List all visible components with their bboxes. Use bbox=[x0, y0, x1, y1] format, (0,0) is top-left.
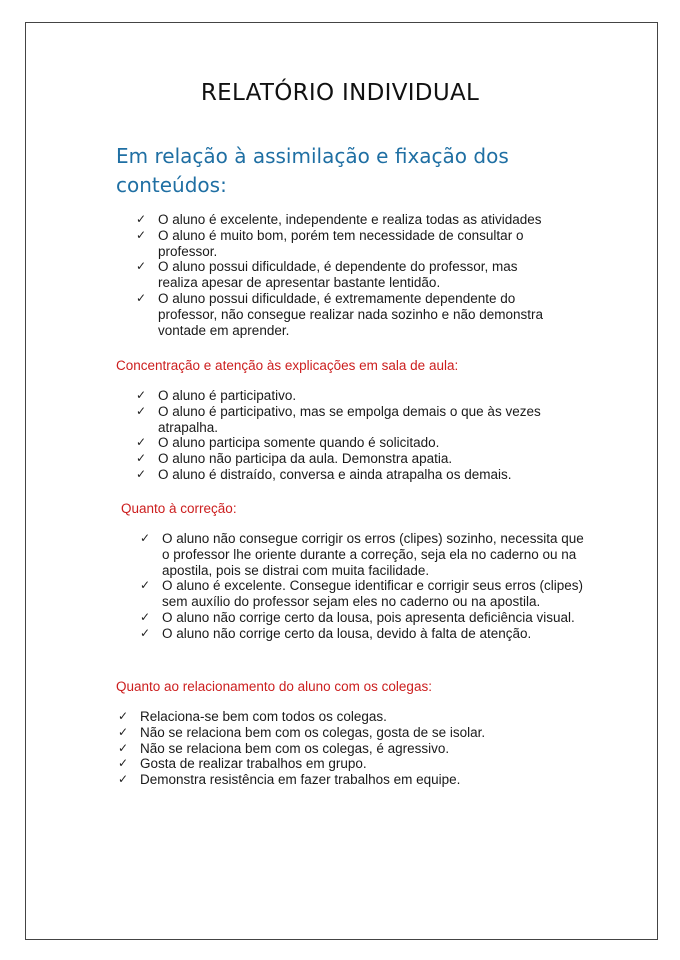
section-heading-concentration: Concentração e atenção às explicações em sala de aula: bbox=[116, 358, 459, 373]
list-item-text: Demonstra resistência em fazer trabalhos em equipe. bbox=[140, 772, 461, 788]
check-icon: ✓ bbox=[136, 403, 147, 418]
list-item-text: O aluno possui dificuldade, é extremamente dependente do professor, não consegue realizar nada sozinho e não demonstra vontade em aprender. bbox=[158, 290, 544, 338]
list-item-text: O aluno não corrige certo da lousa, devido à falta de atenção. bbox=[162, 625, 532, 641]
list-item bbox=[136, 451, 566, 467]
list-item-text: O aluno não consegue corrigir os erros (clipes) sozinho, necessita que o professor lhe oriente durante a correção, seja ela no caderno ou na apostila, pois se distrai com muita facilidade. bbox=[162, 531, 584, 578]
list-item-text: O aluno é excelente, independente e realiza todas as atividades bbox=[158, 212, 542, 227]
check-icon: ✓ bbox=[118, 756, 129, 771]
list-item-text: O aluno possui dificuldade, é dependente do professor, mas realiza apesar de apresentar bastante lentidão. bbox=[158, 259, 518, 291]
list-item-text: O aluno é muito bom, porém tem necessidade de consultar o professor. bbox=[158, 227, 524, 259]
page-title: RELATÓRIO INDIVIDUAL bbox=[200, 80, 480, 106]
list-item bbox=[136, 388, 566, 404]
list-item-text: O aluno não corrige certo da lousa, pois apresenta deficiência visual. bbox=[162, 609, 575, 625]
section-heading-relationship: Quanto ao relacionamento do aluno com os colegas: bbox=[116, 679, 432, 694]
list-item bbox=[118, 709, 578, 725]
list-item-text: Não se relaciona bem com os colegas, é agressivo. bbox=[140, 740, 450, 756]
list-item-text: Não se relaciona bem com os colegas, gosta de se isolar. bbox=[140, 724, 486, 740]
list-item-text: Relaciona-se bem com todos os colegas. bbox=[140, 709, 387, 724]
check-icon: ✓ bbox=[136, 435, 147, 450]
list-item bbox=[136, 212, 556, 228]
list-item bbox=[118, 741, 578, 757]
check-icon: ✓ bbox=[140, 625, 151, 640]
check-icon: ✓ bbox=[136, 388, 147, 402]
check-icon: ✓ bbox=[140, 578, 151, 593]
list-item-text: O aluno é distraído, conversa e ainda atrapalha os demais. bbox=[158, 466, 512, 482]
check-icon: ✓ bbox=[136, 466, 147, 481]
check-icon: ✓ bbox=[136, 259, 147, 274]
list-item-text: Gosta de realizar trabalhos em grupo. bbox=[140, 756, 367, 772]
list-item-text: O aluno é participativo. bbox=[158, 388, 297, 403]
list-item bbox=[118, 772, 578, 788]
check-icon: ✓ bbox=[136, 227, 147, 242]
concentration-list bbox=[136, 388, 566, 483]
relationship-list bbox=[118, 709, 578, 788]
check-icon: ✓ bbox=[136, 451, 147, 466]
list-item bbox=[140, 531, 590, 578]
list-item bbox=[118, 756, 578, 772]
correction-list bbox=[140, 531, 590, 642]
list-item bbox=[136, 291, 556, 338]
list-item bbox=[140, 578, 590, 610]
list-item-text: O aluno não participa da aula. Demonstra apatia. bbox=[158, 451, 453, 467]
assimilation-list bbox=[136, 212, 556, 338]
list-item-text: O aluno é excelente. Consegue identificar e corrigir seus erros (clipes) sem auxílio do professor sejam eles no caderno ou na apostila. bbox=[162, 578, 583, 610]
list-item bbox=[118, 725, 578, 741]
section-heading-assimilation: Em relação à assimilação e fixação dos conteúdos: bbox=[116, 144, 509, 197]
check-icon: ✓ bbox=[118, 772, 129, 787]
check-icon: ✓ bbox=[136, 290, 147, 305]
section-heading-correction: Quanto à correção: bbox=[121, 501, 237, 516]
list-item-text: O aluno participa somente quando é solicitado. bbox=[158, 435, 440, 451]
list-item bbox=[140, 610, 590, 626]
check-icon: ✓ bbox=[136, 212, 147, 226]
check-icon: ✓ bbox=[118, 709, 129, 723]
check-icon: ✓ bbox=[140, 531, 151, 545]
list-item-text: O aluno é participativo, mas se empolga demais o que às vezes atrapalha. bbox=[158, 403, 541, 435]
check-icon: ✓ bbox=[118, 724, 129, 739]
list-item bbox=[136, 228, 556, 260]
check-icon: ✓ bbox=[140, 609, 151, 624]
check-icon: ✓ bbox=[118, 740, 129, 755]
list-item bbox=[136, 259, 556, 291]
list-item bbox=[136, 435, 566, 451]
list-item bbox=[140, 626, 590, 642]
list-item bbox=[136, 404, 566, 436]
list-item bbox=[136, 467, 566, 483]
